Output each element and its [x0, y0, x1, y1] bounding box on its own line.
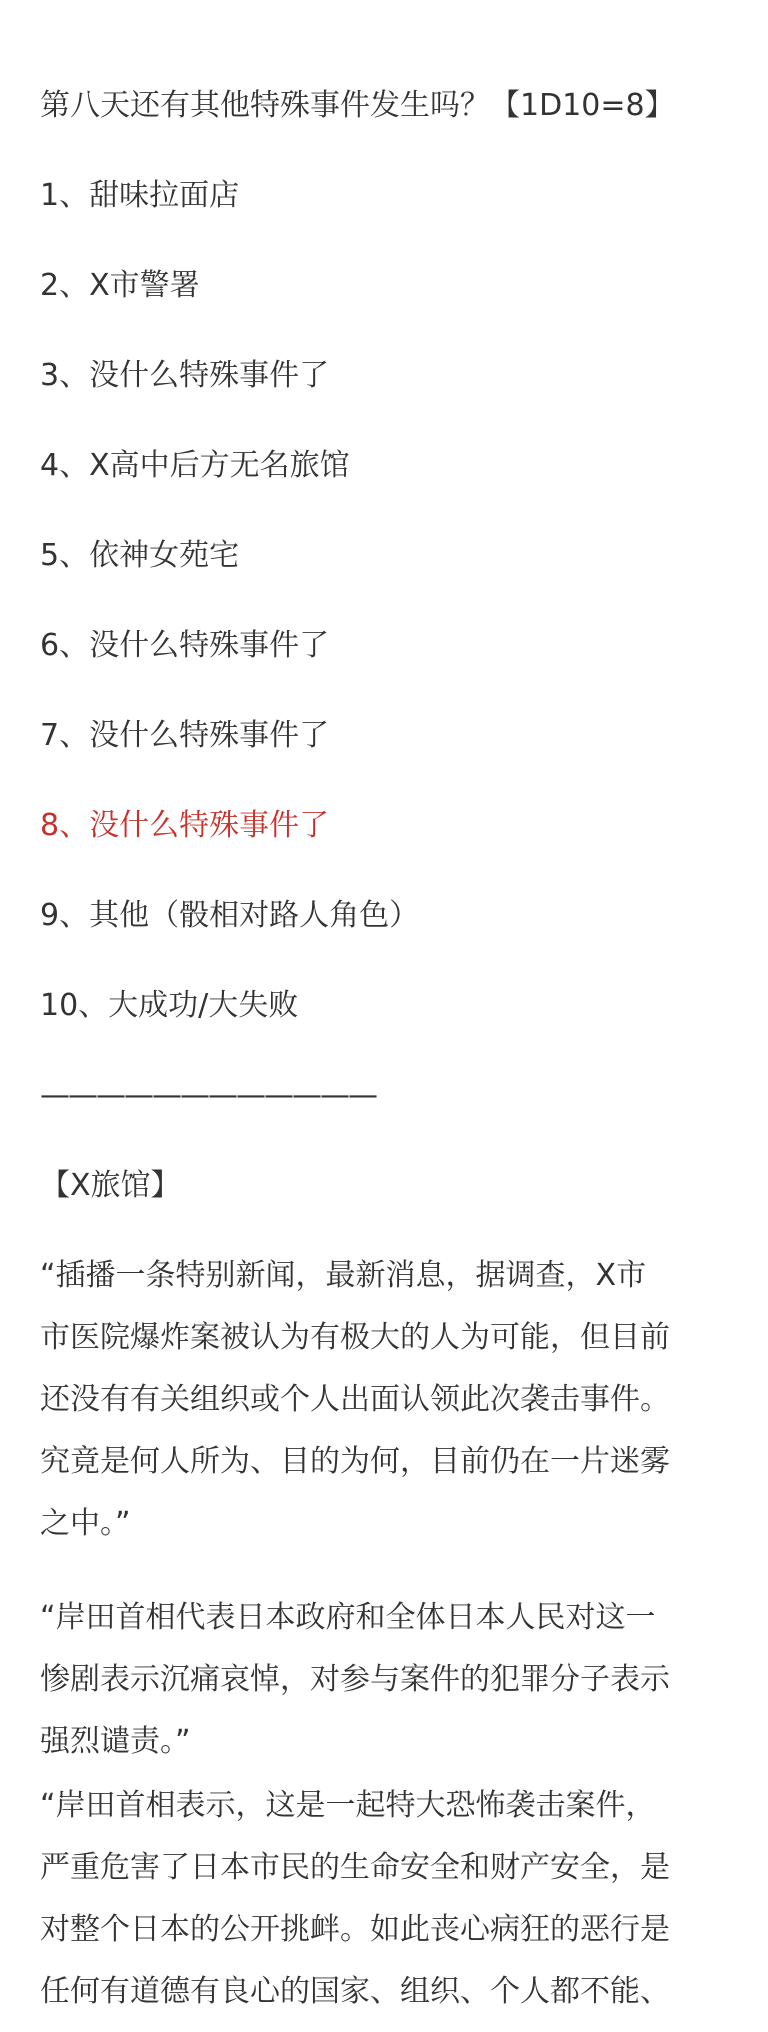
- paragraph-line: 强烈谴责。”: [40, 1724, 191, 1759]
- option-item-3: 3、没什么特殊事件了: [40, 358, 330, 393]
- paragraph-line: “岸田首相表示，这是一起特大恐怖袭击案件，: [40, 1788, 656, 1823]
- option-item-10: 10、大成功/大失败: [40, 988, 299, 1023]
- paragraph-news-3: [40, 1784, 730, 2032]
- option-item-6: 6、没什么特殊事件了: [40, 628, 330, 663]
- paragraph-line: 对整个日本的公开挑衅。如此丧心病狂的恶行是: [40, 1912, 670, 1947]
- paragraph-line: 任何有道德有良心的国家、组织、个人都不能、: [40, 1974, 670, 2009]
- paragraph-line: “岸田首相代表日本政府和全体日本人民对这一: [40, 1600, 656, 1635]
- section-divider: ————————————: [40, 1078, 376, 1113]
- paragraph-line: 之中。”: [40, 1506, 131, 1541]
- paragraph-line: 究竟是何人所为、目的为何，目前仍在一片迷雾: [40, 1444, 670, 1479]
- option-item-5: 5、依神女苑宅: [40, 538, 240, 573]
- paragraph-line: “插播一条特别新闻，最新消息，据调查，X市: [40, 1258, 647, 1293]
- option-item-2: 2、X市警署: [40, 268, 200, 303]
- option-item-1: 1、甜味拉面店: [40, 178, 240, 213]
- option-item-9: 9、其他（骰相对路人角色）: [40, 898, 420, 933]
- paragraph-line: 市医院爆炸案被认为有极大的人为可能，但目前: [40, 1320, 670, 1355]
- paragraph-news-1: [40, 1254, 730, 1564]
- option-item-7: 7、没什么特殊事件了: [40, 718, 330, 753]
- option-item-4: 4、X高中后方无名旅馆: [40, 448, 350, 483]
- paragraph-line: 还没有有关组织或个人出面认领此次袭击事件。: [40, 1382, 670, 1417]
- dice-question: 第八天还有其他特殊事件发生吗？【1D10=8】: [40, 88, 675, 123]
- paragraph-line: 严重危害了日本市民的生命安全和财产安全，是: [40, 1850, 670, 1885]
- section-title: 【X旅馆】: [40, 1168, 181, 1203]
- paragraph-line: 惨剧表示沉痛哀悼，对参与案件的犯罪分子表示: [40, 1662, 670, 1697]
- paragraph-news-2: [40, 1596, 730, 1782]
- option-item-8-selected: 8、没什么特殊事件了: [40, 808, 330, 843]
